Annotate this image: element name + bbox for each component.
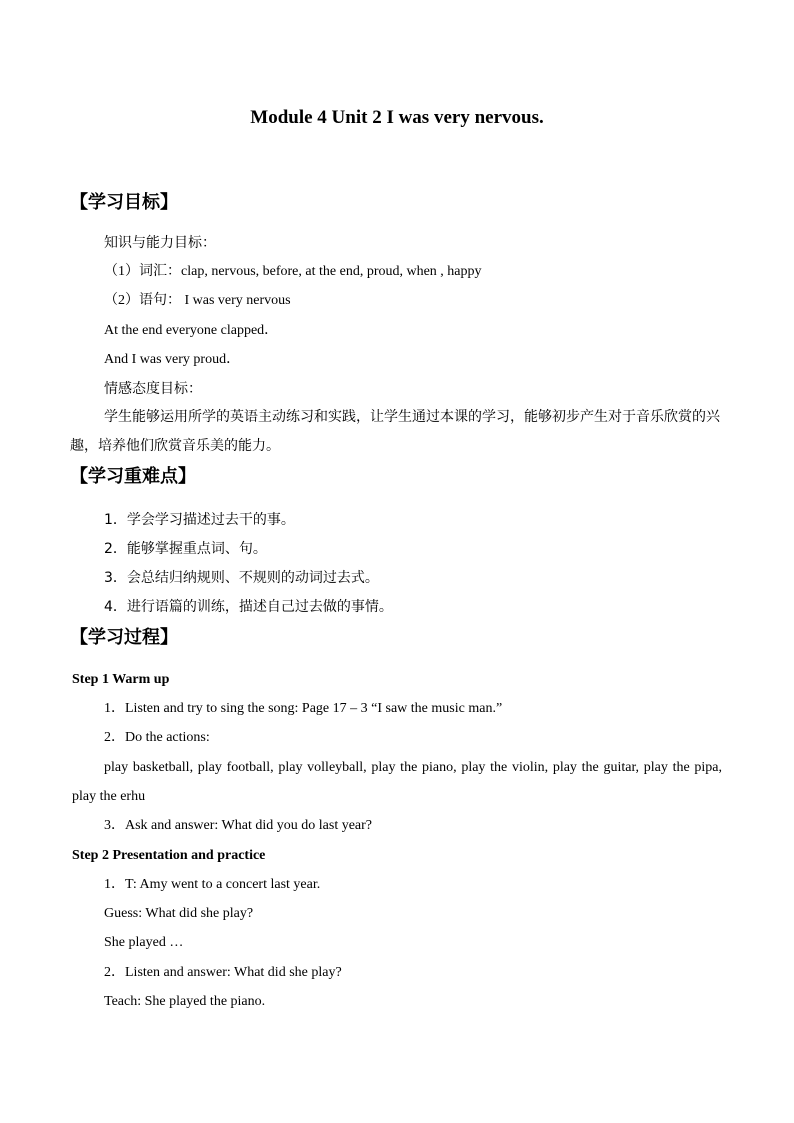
sentence-line: （2）语句： I was very nervous	[104, 293, 291, 308]
step2-teach: Teach: She played the piano.	[104, 994, 266, 1009]
step1-line3: 3．Ask and answer: What did you do last year?	[104, 818, 373, 833]
key-point-item: 1．学会学习描述过去干的事。	[104, 512, 295, 528]
step1-title: Step 1 Warm up	[72, 672, 170, 687]
step2-title: Step 2 Presentation and practice	[72, 848, 266, 863]
vocabulary-line: （1）词汇：clap, nervous, before, at the end, proud, when , happy	[104, 264, 482, 279]
step1-line1: 1．Listen and try to sing the song: Page 17 – 3 “I saw the music man.”	[104, 701, 503, 716]
emotion-goal-text: 学生能够运用所学的英语主动练习和实践，让学生通过本课的学习，能够初步产生对于音乐欣赏的兴趣，培养他们欣赏音乐美的能力。	[70, 409, 720, 454]
step2-guess: Guess: What did she play?	[104, 906, 254, 921]
page-title: Module 4 Unit 2 I was very nervous.	[250, 107, 544, 128]
step2-played: She played …	[104, 935, 184, 950]
section-heading-key-points: 【学习重难点】	[70, 466, 196, 487]
emotion-goal-label: 情感态度目标：	[104, 381, 202, 397]
step1-activities: play basketball, play football, play volleyball, play the piano, play the violin, play the guitar, play the pipa, play the erhu	[72, 760, 722, 804]
knowledge-goal-label: 知识与能力目标：	[104, 235, 216, 251]
section-heading-process: 【学习过程】	[70, 627, 178, 648]
sentence-line-2: At the end everyone clapped．	[104, 323, 279, 338]
step1-line2: 2．Do the actions:	[104, 730, 210, 745]
step2-line2: 2．Listen and answer: What did she play?	[104, 965, 342, 980]
key-point-item: 2．能够掌握重点词、句。	[104, 541, 267, 557]
key-point-item: 4．进行语篇的训练，描述自己过去做的事情。	[104, 599, 393, 615]
step2-line1: 1．T: Amy went to a concert last year.	[104, 877, 321, 892]
section-heading-goals: 【学习目标】	[70, 192, 178, 213]
sentence-line-3: And I was very proud．	[104, 352, 241, 367]
key-point-item: 3．会总结归纳规则、不规则的动词过去式。	[104, 570, 379, 586]
